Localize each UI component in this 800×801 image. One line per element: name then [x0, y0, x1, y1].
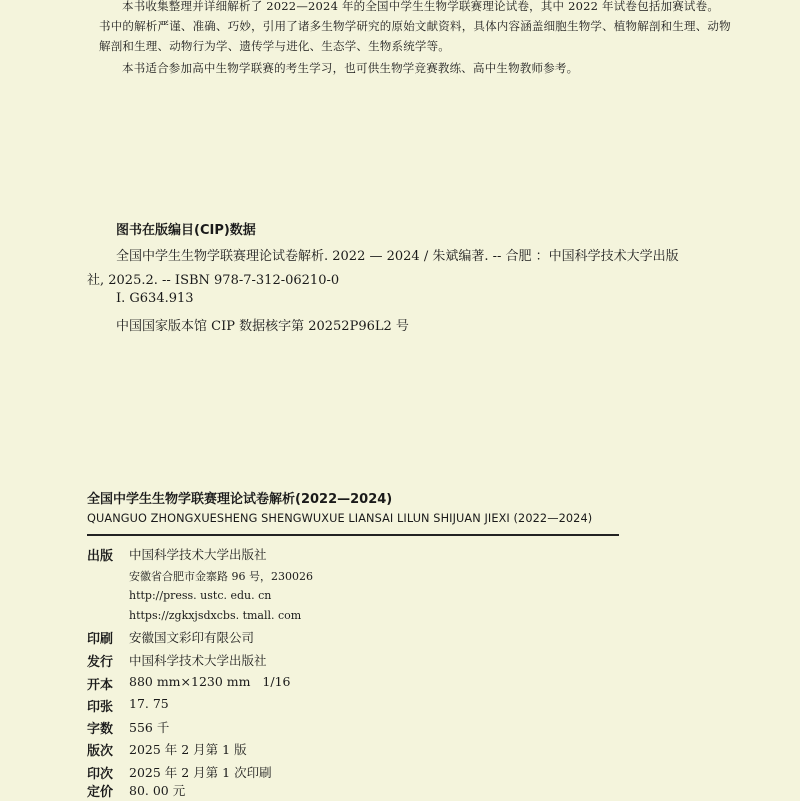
price-value: 80. 00 元: [129, 783, 186, 798]
printer-label: 印刷: [87, 632, 114, 647]
impression-label: 印次: [87, 767, 114, 782]
sheets-value: 17. 75: [129, 696, 169, 711]
summary-line-1: 本书收集整理并详细解析了 2022—2024 年的全国中学生生物学联赛理论试卷，其中 2022 年试卷包括加赛试卷。: [122, 0, 720, 13]
summary-line-3: 解剖和生理、动物行为学、遗传学与进化、生态学、生物系统学等。: [99, 39, 450, 53]
words-label: 字数: [87, 722, 114, 737]
cip-line-4: 中国国家版本馆 CIP 数据核字第 20252P96L2 号: [116, 319, 409, 334]
cip-heading: 图书在版编目(CIP)数据: [116, 223, 256, 238]
book-title-en: QUANGUO ZHONGXUESHENG SHENGWUXUE LIANSAI LILUN SHIJUAN JIEXI (2022—2024): [87, 512, 593, 525]
edition-value: 2025 年 2 月第 1 版: [129, 742, 247, 757]
cip-line-1: 全国中学生生物学联赛理论试卷解析. 2022 — 2024 / 朱斌编著. -- 合肥 ：中国科学技术大学出版: [116, 249, 679, 264]
summary-line-2: 书中的解析严谨、准确、巧妙，引用了诸多生物学研究的原始文献资料，具体内容涵盖细胞生物学、植物解剖和生理、动物: [99, 19, 731, 33]
words-value: 556 千: [129, 720, 170, 735]
publisher-shop: https://zgkxjsdxcbs. tmall. com: [129, 609, 302, 622]
distributor-label: 发行: [87, 655, 114, 670]
publisher-value: 中国科学技术大学出版社: [129, 547, 267, 562]
publisher-label: 出版: [87, 549, 114, 564]
format-value: 880 mm×1230 mm 1/16: [129, 674, 291, 689]
sheets-label: 印张: [87, 700, 114, 715]
price-label: 定价: [87, 785, 114, 800]
summary-line-4: 本书适合参加高中生物学联赛的考生学习，也可供生物学竞赛教练、高中生物教师参考。: [122, 61, 579, 75]
distributor-value: 中国科学技术大学出版社: [129, 653, 267, 668]
cip-line-3: Ⅰ. G634.913: [116, 291, 194, 306]
format-label: 开本: [87, 678, 114, 693]
impression-value: 2025 年 2 月第 1 次印刷: [129, 765, 272, 780]
publisher-address: 安徽省合肥市金寨路 96 号，230026: [129, 570, 313, 583]
divider: [87, 534, 619, 536]
printer-value: 安徽国文彩印有限公司: [129, 630, 255, 645]
book-title-cn: 全国中学生生物学联赛理论试卷解析(2022—2024): [87, 492, 393, 507]
cip-line-2: 社, 2025.2. -- ISBN 978-7-312-06210-0: [87, 273, 340, 288]
publisher-website: http://press. ustc. edu. cn: [129, 589, 272, 602]
edition-label: 版次: [87, 744, 114, 759]
